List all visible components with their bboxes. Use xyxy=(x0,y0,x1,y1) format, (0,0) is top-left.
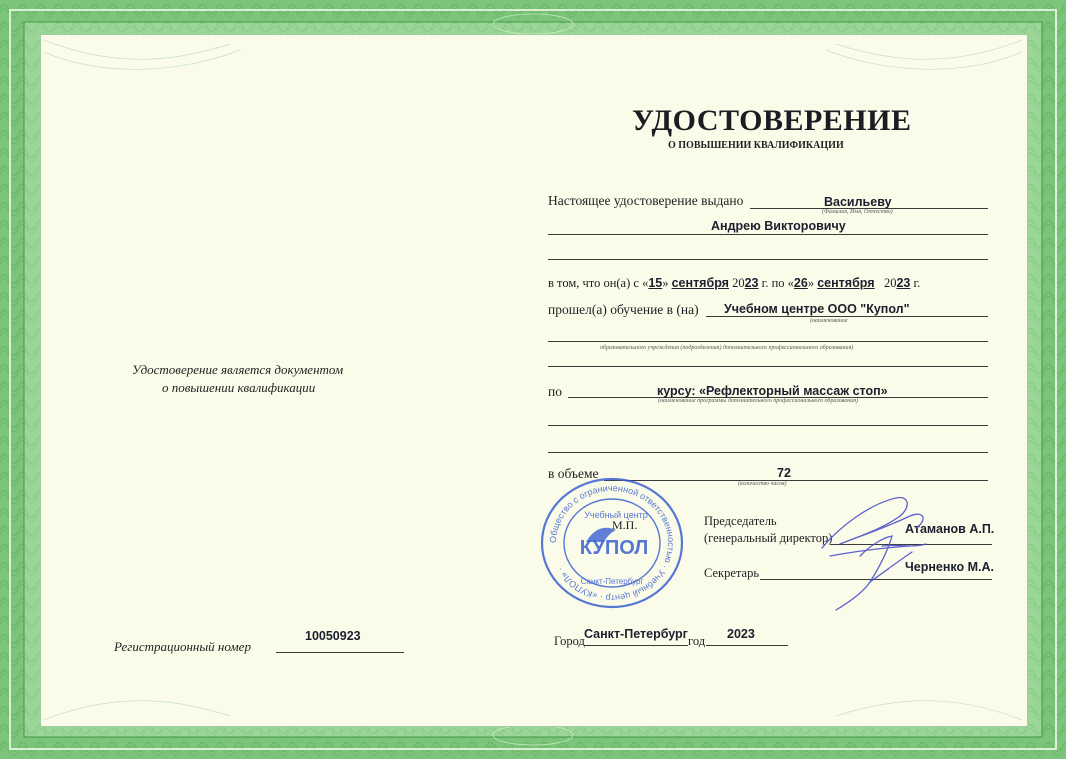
start-day: 15 xyxy=(648,276,663,290)
mp-label: М.П. xyxy=(612,518,638,532)
year-prefix-2: 20 xyxy=(883,276,897,290)
institution-hint-1: (наименование xyxy=(810,318,848,324)
start-month: сентября xyxy=(671,276,729,290)
blank-underline-3 xyxy=(548,425,988,426)
period-mid: г. по « xyxy=(761,276,794,290)
svg-text:Учебный центр: Учебный центр xyxy=(584,510,648,520)
blank-underline-1 xyxy=(548,259,988,260)
period-row xyxy=(548,276,920,291)
year-prefix: 20 xyxy=(732,276,745,290)
document-title: УДОСТОВЕРЕНИЕ xyxy=(632,104,912,137)
secretary-label: Секретарь xyxy=(704,566,760,580)
issued-label: Настоящее удостоверение выдано xyxy=(548,193,744,208)
institution-underline xyxy=(706,316,988,317)
chair-label: Председатель xyxy=(704,514,777,528)
institution-underline-2 xyxy=(548,341,988,342)
year-suffix: г. xyxy=(913,276,921,290)
period-prefix: в том, что он(а) с « xyxy=(548,276,649,290)
reg-number-value: 10050923 xyxy=(305,629,361,643)
volume-label: в объеме xyxy=(548,466,599,481)
svg-text:Санкт-Петербург: Санкт-Петербург xyxy=(580,577,644,586)
year-label: год xyxy=(688,634,706,648)
svg-text:КУПОЛ: КУПОЛ xyxy=(579,537,649,559)
secretary-name: Черненко М.А. xyxy=(905,560,995,574)
left-note-line2: о повышении квалификации xyxy=(162,380,316,395)
recipient-name: Андрею Викторовичу xyxy=(711,219,846,233)
city-underline xyxy=(584,645,688,646)
course-label: по xyxy=(548,384,562,399)
document-subtitle: О ПОВЫШЕНИИ КВАЛИФИКАЦИИ xyxy=(668,140,844,151)
blank-underline-4 xyxy=(548,452,988,453)
end-month: сентября xyxy=(817,276,875,290)
stamp-seal xyxy=(538,476,686,610)
end-year: 23 xyxy=(896,276,911,290)
city-label: Город xyxy=(554,634,585,648)
institution-hint-2: образовательного учреждения (подразделения) дополнительного профессионального образования) xyxy=(600,345,854,351)
year-underline xyxy=(706,645,788,646)
institution-name: Учебном центре ООО "Купол" xyxy=(724,302,910,316)
year-value: 2023 xyxy=(727,627,755,641)
trained-label: прошел(а) обучение в (на) xyxy=(548,302,699,317)
svg-text:Общество с ограниченной ответс: Общество с ограниченной ответственностью · Учебный центр · «КУПОЛ» · xyxy=(547,482,677,604)
course-hint: (наименование программы дополнительного профессионального образования) xyxy=(658,398,859,404)
start-year: 23 xyxy=(744,276,759,290)
blank-underline-2 xyxy=(548,366,988,367)
hours-hint: (количество часов) xyxy=(738,481,787,487)
hours-value: 72 xyxy=(777,466,791,480)
end-day: 26 xyxy=(793,276,808,290)
recipient-surname: Васильеву xyxy=(824,195,892,209)
name-underline xyxy=(548,234,988,235)
handwritten-signature xyxy=(800,486,940,616)
left-note-line1: Удостоверение является документом xyxy=(132,362,344,377)
quote-close-2: » xyxy=(807,276,815,290)
chair-sub-label: (генеральный директор) xyxy=(704,531,833,545)
course-name: курсу: «Рефлекторный массаж стоп» xyxy=(657,384,888,398)
chair-name: Атаманов А.П. xyxy=(905,522,995,536)
city-value: Санкт-Петербург xyxy=(584,627,688,641)
reg-number-underline xyxy=(276,652,404,653)
surname-hint: (Фамилия, Имя, Отчество) xyxy=(822,209,893,215)
reg-number-label: Регистрационный номер xyxy=(114,639,251,654)
quote-close: » xyxy=(662,276,669,290)
